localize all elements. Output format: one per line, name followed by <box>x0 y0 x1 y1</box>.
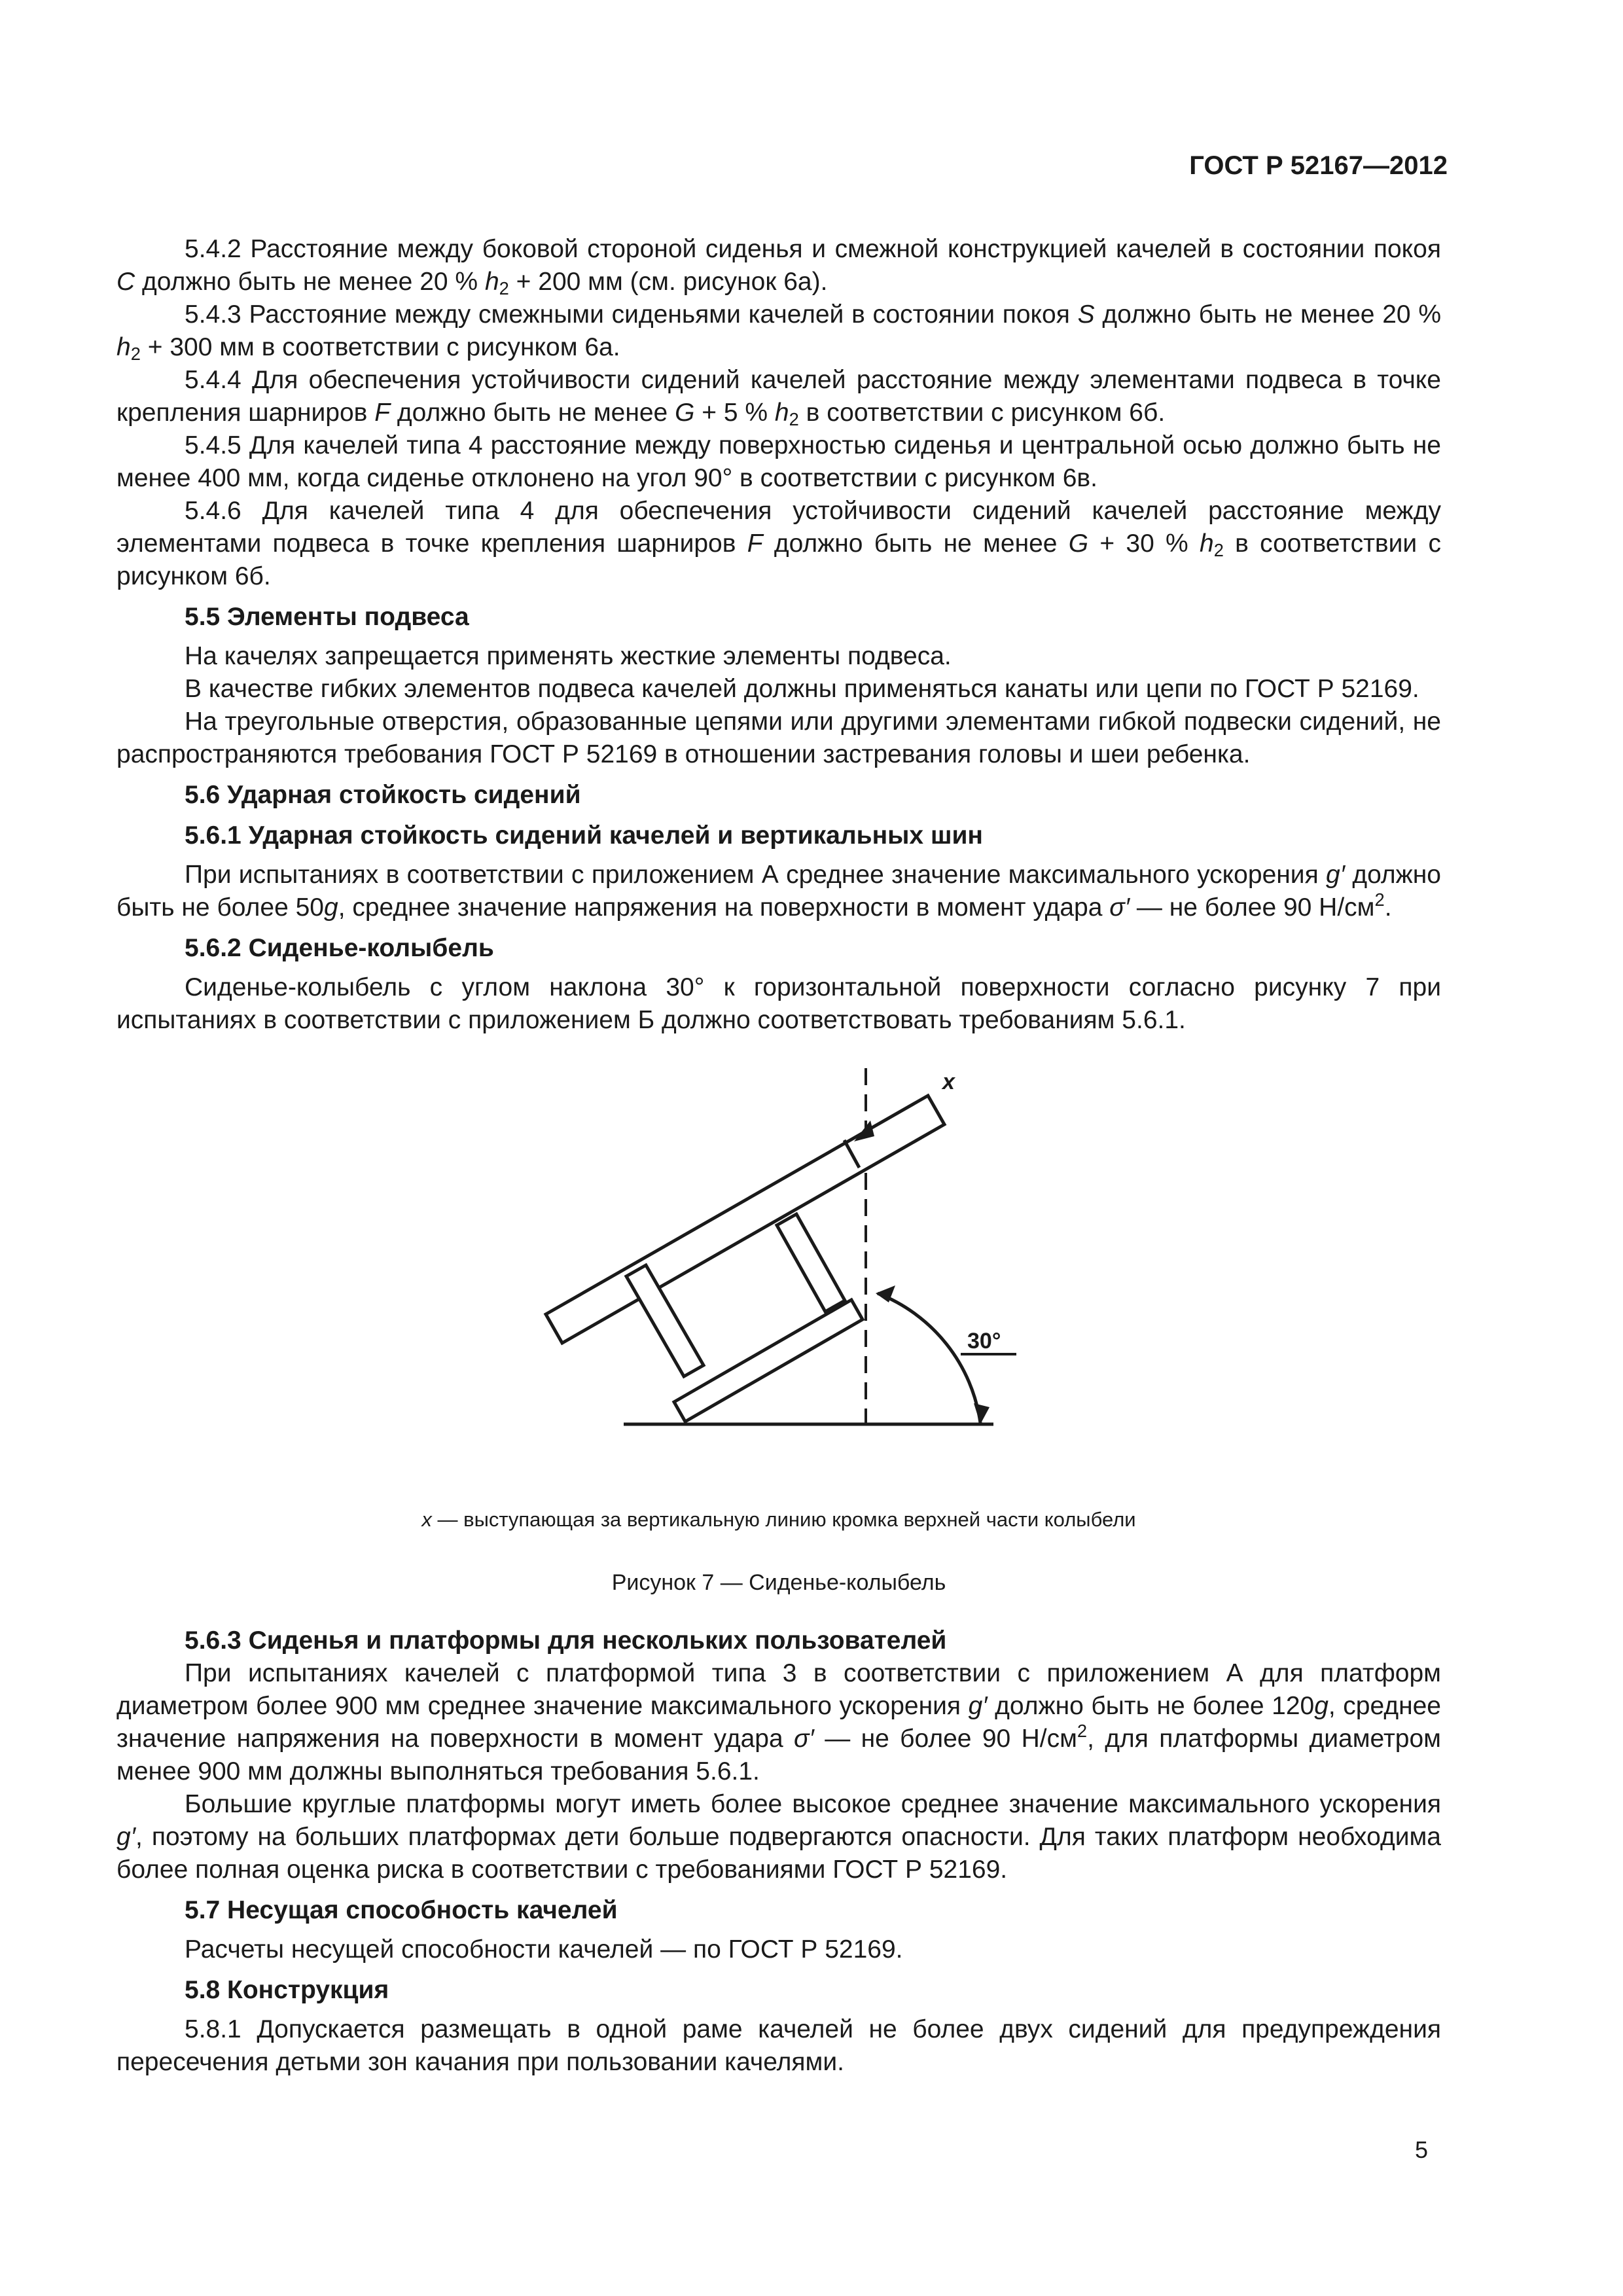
paragraph-5-4-5: 5.4.5 Для качелей типа 4 расстояние между поверхностью сиденья и центральной осью должно быть не менее 400 мм, когда сиденье отклонено на угол 90° в соответствии с рисунком 6в. <box>116 431 1441 492</box>
heading-5-7: 5.7 Несущая способность качелей <box>185 1896 618 1924</box>
figure-7-cradle-seat <box>116 1063 1441 1495</box>
heading-5-6-1: 5.6.1 Ударная стойкость сидений качелей и вертикальных шин <box>185 821 983 850</box>
angle-arrow-head-bottom <box>974 1403 990 1424</box>
cradle-seat-diagram <box>116 1063 1441 1495</box>
paragraph-5-8-1: 5.8.1 Допускается размещать в одной раме качелей не более двух сидений для предупреждения пересечения детьми зон качания при пользовании качелями. <box>116 2015 1441 2076</box>
figure-7-key: x — выступающая за вертикальную линию кромка верхней части колыбели <box>421 1508 1136 1531</box>
heading-5-6-3: 5.6.3 Сиденья и платформы для нескольких пользователей <box>185 1626 947 1655</box>
heading-5-5: 5.5 Элементы подвеса <box>185 603 469 631</box>
figure-7-caption: Рисунок 7 — Сиденье-колыбель <box>611 1570 946 1595</box>
paragraph-5-4-4: 5.4.4 Для обеспечения устойчивости сидений качелей расстояние между элементами подвеса в точке крепления шарниров F должно быть не менее G + 5 % $h_2$ в соответствии с рисунком 6б. <box>116 366 1441 429</box>
paragraph-5-5-a: На качелях запрещается применять жесткие элементы подвеса. <box>185 642 952 670</box>
paragraph-5-5-b: В качестве гибких элементов подвеса качелей должны применяться канаты или цепи по ГОСТ Р 52169. <box>185 675 1419 703</box>
cradle-right-strut <box>777 1214 845 1312</box>
paragraph-5-6-2: Сиденье-колыбель с углом наклона 30° к горизонтальной поверхности согласно рисунку 7 при испытаниях в соответствии с приложением Б должно соответствовать требованиям 5.6.1. <box>116 973 1441 1034</box>
heading-5-6-2: 5.6.2 Сиденье-колыбель <box>185 934 494 962</box>
paragraph-5-4-3: 5.4.3 Расстояние между смежными сиденьями качелей в состоянии покоя S должно быть не менее 20 % $h_2 + 300$ мм в соответствии с рисунком 6а. <box>116 300 1441 364</box>
paragraph-5-6-3-b: Большие круглые платформы могут иметь более высокое среднее значение максимального ускорения g′, поэтому на больших платформах дети больше подвергаются опасности. Для таких платформ необходима более полная оценка риска в соответствии с требованиями ГОСТ Р 52169. <box>116 1790 1441 1884</box>
paragraph-5-4-6: 5.4.6 Для качелей типа 4 для обеспечения устойчивости сидений качелей расстояние между элементами подвеса в точке крепления шарниров F должно быть не менее G + 30 % $h_2$ в соответствии с рисунком 6б. <box>116 497 1441 590</box>
document-body <box>116 233 1441 2079</box>
paragraph-5-4-2: 5.4.2 Расстояние между боковой стороной сиденья и смежной конструкцией качелей в состоянии покоя C должно быть не менее 20 % $h_2 + 200$ мм (см. рисунок 6а). <box>116 235 1441 298</box>
document-header: ГОСТ Р 52167—2012 <box>1189 151 1448 180</box>
heading-5-8: 5.8 Конструкция <box>185 1976 389 2004</box>
angle-label: 30° <box>967 1329 1001 1354</box>
heading-5-6: 5.6 Ударная стойкость сидений <box>185 781 581 809</box>
page-number: 5 <box>1414 2136 1428 2163</box>
overhang-label-x: x <box>942 1069 955 1094</box>
cradle-top-board <box>546 1096 944 1343</box>
angle-arc <box>878 1293 980 1423</box>
paragraph-5-5-c: На треугольные отверстия, образованные цепями или другими элементами гибкой подвески сидений, не распространяются требования ГОСТ Р 52169 в отношении застревания головы и шеи ребенка. <box>116 708 1441 768</box>
paragraph-5-7: Расчеты несущей способности качелей — по ГОСТ Р 52169. <box>185 1935 903 1964</box>
paragraph-5-6-3-a: При испытаниях качелей с платформой типа 3 в соответствии с приложением А для платформ диаметром более 900 мм среднее значение максимального ускорения g′ должно быть не более 120g, среднее значение напряжения на поверхности в момент удара σ′ — не более 90 $Н/см^2$, для платформы диаметром менее 900 мм должны выполняться требования 5.6.1. <box>116 1659 1441 1785</box>
paragraph-5-6-1: При испытаниях в соответствии с приложением А среднее значение максимального ускорения g′ должно быть не более 50g, среднее значение напряжения на поверхности в момент удара σ′ — не более 90 $Н/см^2$. <box>116 861 1441 922</box>
